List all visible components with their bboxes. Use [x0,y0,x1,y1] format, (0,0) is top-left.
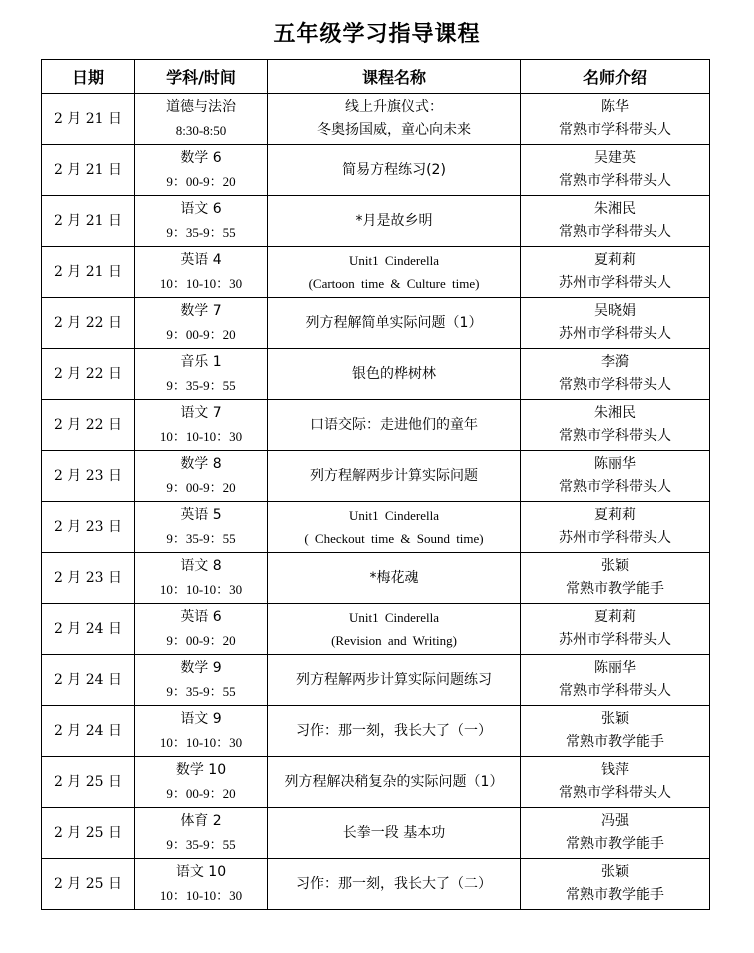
subject-label: 英语 6 [180,609,222,625]
teacher-name: 陈丽华 [594,456,636,472]
course-name-line: 简易方程练习(2) [342,161,446,178]
subject-time-cell [135,706,268,757]
course-name-cell [268,706,521,757]
course-name-line: Unit1 Cinderella [348,508,439,523]
teacher-title: 常熟市学科带头人 [559,377,671,393]
course-name-line: (Cartoon time & Culture time) [308,276,480,291]
subject-label: 语文 7 [180,405,222,421]
subject-label: 英语 4 [180,252,222,268]
date-cell: 2 月 24 日 [42,604,135,655]
teacher-title: 苏州市学科带头人 [559,530,671,546]
course-name-cell [268,655,521,706]
course-name-cell [268,502,521,553]
course-name-line: 习作：那一刻，我长大了（二） [296,875,492,892]
course-name-cell [268,94,521,145]
teacher-name: 李漪 [601,354,629,370]
table-row [42,349,710,400]
table-body [42,94,710,910]
date-cell: 2 月 21 日 [42,145,135,196]
subject-label: 数学 10 [175,762,227,778]
teacher-title: 常熟市教学能手 [566,581,664,597]
course-name-cell [268,145,521,196]
date-cell: 2 月 21 日 [42,196,135,247]
teacher-name: 朱湘民 [594,201,636,217]
table-row [42,655,710,706]
teacher-cell [521,451,710,502]
course-name-cell [268,553,521,604]
teacher-cell [521,655,710,706]
course-name-line: 列方程解两步计算实际问题 [310,467,478,484]
time-label: 9：00-9：20 [166,786,236,801]
subject-time-cell [135,553,268,604]
subject-time-cell [135,451,268,502]
time-label: 9：00-9：20 [166,327,236,342]
date-cell: 2 月 25 日 [42,757,135,808]
subject-time-cell [135,808,268,859]
course-name-cell [268,349,521,400]
time-label: 9：35-9：55 [166,225,236,240]
subject-label: 语文 8 [180,558,222,574]
teacher-title: 常熟市教学能手 [566,734,664,750]
course-name-line: 银色的桦树林 [352,365,436,382]
teacher-title: 苏州市学科带头人 [559,632,671,648]
subject-label: 数学 8 [180,456,222,472]
course-name-line: Unit1 Cinderella [348,610,439,625]
subject-label: 语文 9 [180,711,222,727]
course-name-cell [268,298,521,349]
subject-time-cell [135,94,268,145]
subject-label: 语文 6 [180,201,222,217]
teacher-cell [521,604,710,655]
subject-label: 数学 6 [180,150,222,166]
teacher-name: 陈丽华 [594,660,636,676]
course-name-cell [268,859,521,910]
course-name-cell [268,400,521,451]
date-cell: 2 月 24 日 [42,706,135,757]
time-label: 10：10-10：30 [159,276,243,291]
teacher-cell [521,553,710,604]
teacher-name: 陈华 [601,99,629,115]
page-title: 五年级学习指导课程 [273,22,481,47]
subject-time-cell [135,502,268,553]
teacher-cell [521,502,710,553]
teacher-name: 张颖 [601,558,629,574]
teacher-title: 常熟市学科带头人 [559,224,671,240]
date-cell: 2 月 23 日 [42,553,135,604]
course-name-line: 长拳一段 基本功 [342,824,446,841]
teacher-name: 朱湘民 [594,405,636,421]
teacher-name: 冯强 [601,813,629,829]
date-cell: 2 月 23 日 [42,502,135,553]
teacher-title: 常熟市学科带头人 [559,428,671,444]
time-label: 9：00-9：20 [166,633,236,648]
time-label: 9：35-9：55 [166,684,236,699]
course-name-line: 线上升旗仪式： [345,99,443,115]
subject-label: 语文 10 [175,864,227,880]
header-date: 日期 [42,60,135,94]
teacher-title: 常熟市学科带头人 [559,785,671,801]
subject-time-cell [135,349,268,400]
teacher-title: 常熟市学科带头人 [559,683,671,699]
teacher-title: 常熟市学科带头人 [559,479,671,495]
subject-time-cell [135,655,268,706]
subject-time-cell [135,604,268,655]
time-label: 9：35-9：55 [166,531,236,546]
teacher-cell [521,94,710,145]
table-row [42,400,710,451]
table-row [42,706,710,757]
course-name-line: (Revision and Writing) [331,633,457,648]
course-name-cell [268,196,521,247]
time-label: 10：10-10：30 [159,582,243,597]
teacher-name: 夏莉莉 [594,609,636,625]
date-cell: 2 月 25 日 [42,808,135,859]
subject-label: 体育 2 [180,813,222,829]
subject-time-cell [135,859,268,910]
date-cell: 2 月 22 日 [42,400,135,451]
schedule-table [41,59,710,910]
teacher-cell [521,400,710,451]
table-row [42,553,710,604]
table-row [42,145,710,196]
time-label: 9：00-9：20 [166,480,236,495]
teacher-cell [521,247,710,298]
teacher-title: 苏州市学科带头人 [559,326,671,342]
teacher-cell [521,808,710,859]
course-name-line: 列方程解决稍复杂的实际问题（1） [284,773,504,790]
course-name-cell [268,604,521,655]
subject-time-cell [135,247,268,298]
subject-time-cell [135,400,268,451]
teacher-name: 夏莉莉 [594,507,636,523]
table-row [42,196,710,247]
table-row [42,247,710,298]
teacher-cell [521,349,710,400]
teacher-cell [521,145,710,196]
subject-time-cell [135,298,268,349]
course-name-cell [268,808,521,859]
date-cell: 2 月 24 日 [42,655,135,706]
date-cell: 2 月 21 日 [42,247,135,298]
course-name-line: 冬奥扬国威，童心向未来 [317,122,471,138]
teacher-title: 常熟市教学能手 [566,887,664,903]
date-cell: 2 月 22 日 [42,298,135,349]
subject-label: 数学 9 [180,660,222,676]
time-label: 10：10-10：30 [159,888,243,903]
teacher-title: 常熟市教学能手 [566,836,664,852]
course-name-line: 习作：那一刻，我长大了（一） [296,722,492,739]
teacher-title: 苏州市学科带头人 [559,275,671,291]
table-row [42,604,710,655]
teacher-cell [521,706,710,757]
subject-time-cell [135,145,268,196]
table-row [42,757,710,808]
teacher-cell [521,196,710,247]
teacher-title: 常熟市学科带头人 [559,122,671,138]
date-cell: 2 月 21 日 [42,94,135,145]
teacher-name: 吴建英 [594,150,636,166]
header-teacher: 名师介绍 [521,60,710,94]
teacher-title: 常熟市学科带头人 [559,173,671,189]
course-name-line: *月是故乡明 [355,212,433,229]
table-row [42,502,710,553]
course-name-line: Unit1 Cinderella [348,253,439,268]
course-name-line: 列方程解两步计算实际问题练习 [296,671,492,688]
date-cell: 2 月 22 日 [42,349,135,400]
table-row [42,94,710,145]
header-subject-time: 学科/时间 [135,60,268,94]
subject-label: 数学 7 [180,303,222,319]
table-row [42,859,710,910]
teacher-name: 钱萍 [601,762,629,778]
subject-time-cell [135,757,268,808]
date-cell: 2 月 23 日 [42,451,135,502]
course-name-line: 列方程解简单实际问题（1） [305,314,483,331]
time-label: 8:30-8:50 [175,123,227,138]
time-label: 9：00-9：20 [166,174,236,189]
course-name-line: 口语交际：走进他们的童年 [310,416,478,433]
teacher-name: 张颖 [601,711,629,727]
table-header-row [42,60,710,94]
course-name-line: *梅花魂 [369,569,419,586]
teacher-name: 吴晓娟 [594,303,636,319]
teacher-cell [521,757,710,808]
table-row [42,451,710,502]
teacher-name: 夏莉莉 [594,252,636,268]
time-label: 9：35-9：55 [166,378,236,393]
table-row [42,808,710,859]
time-label: 10：10-10：30 [159,735,243,750]
time-label: 10：10-10：30 [159,429,243,444]
subject-label: 英语 5 [180,507,222,523]
subject-time-cell [135,196,268,247]
header-course-name: 课程名称 [268,60,521,94]
table-row [42,298,710,349]
course-name-cell [268,247,521,298]
teacher-cell [521,298,710,349]
course-name-line: ( Checkout time & Sound time) [304,531,484,546]
course-name-cell [268,451,521,502]
subject-label: 音乐 1 [180,354,222,370]
time-label: 9：35-9：55 [166,837,236,852]
teacher-cell [521,859,710,910]
date-cell: 2 月 25 日 [42,859,135,910]
teacher-name: 张颖 [601,864,629,880]
subject-label: 道德与法治 [166,99,236,115]
course-name-cell [268,757,521,808]
